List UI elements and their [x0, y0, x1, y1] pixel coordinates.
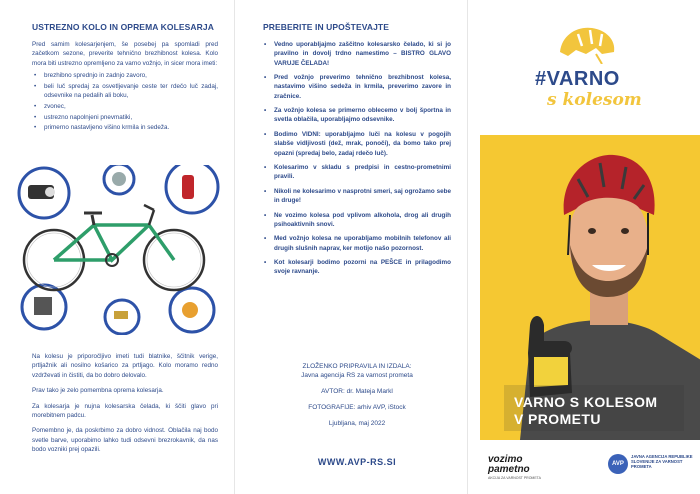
cover-footer	[468, 440, 700, 494]
panel-cover	[467, 0, 700, 494]
bell-icon	[104, 165, 134, 194]
list-item: • Nikoli ne kolesarimo v nasprotni smeri, saj ogrožamo sebe in druge!	[263, 187, 451, 206]
campaign-logo-line2: pametno	[488, 464, 530, 475]
pedal-reflector-icon	[105, 300, 139, 334]
list-item: • brezhibno sprednjo in zadnjo zavoro,	[32, 71, 218, 80]
cover-title-line1: VARNO S KOLESOM	[514, 394, 658, 410]
list-item: • Za vožnjo kolesa se primerno oblecemo v bolj športna in svetla oblačila, uporabljajmo odsevnike.	[263, 106, 451, 125]
equipment-intro: Pred samim kolesarjenjem, še posebej pa spomladi pred začetkom sezone, preverite tehnično brezhibnost kolesa. Kolo mora biti ustrezno opremljeno za varno vožnjo, in sicer mora imeti:	[32, 41, 218, 67]
list-item: • Kot kolesarji bodimo pozorni na PEŠCE in prilagodimo svoje ravnanje.	[263, 258, 451, 277]
rules-list	[263, 40, 451, 277]
bicycle-illustration	[14, 165, 224, 335]
credits	[262, 362, 452, 435]
list-item: • Kolesarimo v skladu s predpisi in cestno-prometnimi pravili.	[263, 163, 451, 182]
list-item: • beli luč spredaj za osvetljevanje ceste ter rdečo luč zadaj, odsevnike na pedalih ali boku,	[32, 82, 218, 100]
list-item: • Vedno uporabljajmo zaščitno kolesarsko čelado, ki si jo pravilno in dovolj trdno namestimo – BISTRO GLAVO VARUJE ČELADA!	[263, 40, 451, 68]
list-item: • Bodimo VIDNI: uporabljajmo luči na kolesu v pogojih slabše vidljivosti (dež, mrak, ponoči), da bomo tako prej opazni (spredaj belo, zadaj rdečo luč).	[263, 130, 451, 158]
wheel-detail-icon	[22, 285, 66, 329]
campaign-logo-sub: AKCIJA ZA VARNOST PROMETA	[488, 476, 541, 480]
list-item: • zvonec,	[32, 102, 218, 111]
brand-script: s kolesom	[547, 90, 642, 110]
lamp-icon	[19, 168, 69, 218]
brand-hashtag: #VARNO	[535, 68, 620, 90]
website-link[interactable]: WWW.AVP-RS.SI	[317, 457, 397, 467]
equipment-list	[32, 71, 218, 132]
rear-light-icon	[166, 165, 218, 213]
credits-line: Javna agencija RS za varnost prometa	[301, 372, 413, 379]
rear-reflector-icon	[170, 288, 214, 332]
note-paragraph: Za kolesarja je nujna kolesarska čelada, ki ščiti glavo pri morebitnem padcu.	[32, 402, 218, 420]
list-item: • primerno nastavljeno višino krmila in sedeža.	[32, 123, 218, 132]
equipment-notes	[32, 352, 218, 461]
rules-heading: PREBERITE IN UPOŠTEVAJTE	[263, 22, 389, 32]
credits-photo: FOTOGRAFIJE: arhiv AVP, iStock	[308, 404, 406, 411]
helmet-icon	[556, 24, 618, 64]
credits-line: ZLOŽENKO PRIPRAVILA IN IZDALA:	[302, 363, 412, 370]
note-paragraph: Prav tako je zelo pomembna oprema kolesarja.	[32, 387, 164, 395]
avp-logo-icon: AVP	[608, 454, 628, 474]
list-item: • Med vožnjo kolesa ne uporabljamo mobilnih telefonov ali drugih slušnih naprav, ker motijo našo pozornost.	[263, 234, 451, 253]
note-paragraph: Pomembno je, da poskrbimo za dobro vidnost. Oblačila naj bodo svetle barve, uporabimo lahko tudi odsevni brezrokavnik, da nas bodo vozniki prej opazili.	[32, 427, 218, 454]
note-paragraph: Na kolesu je priporočljivo imeti tudi blatnike, ščitnik verige, prtljažnik ali nosilno košarico za prtljago. Kolo moramo redno vzdrževati in čistiti, da bo dobro delovalo.	[32, 353, 218, 379]
list-item: • Ne vozimo kolesa pod vplivom alkohola, drog ali drugih psihoaktivnih snovi.	[263, 211, 451, 230]
credits-date: Ljubljana, maj 2022	[328, 420, 386, 427]
credits-author: AVTOR: dr. Mateja Markl	[321, 388, 393, 395]
equipment-heading: USTREZNO KOLO IN OPREMA KOLESARJA	[32, 22, 214, 32]
list-item: • Pred vožnjo preverimo tehnično brezhibnost kolesa, nastavimo višino sedeža in krmila, preverimo zavore in zračnice.	[263, 73, 451, 101]
brand-logo	[468, 0, 700, 135]
campaign-logo-line1: vozimo	[488, 454, 523, 465]
list-item: • ustrezno napolnjeni pnevmatiki,	[32, 113, 218, 122]
cover-title-line2: V PROMETU	[514, 411, 601, 427]
avp-logo-text: JAVNA AGENCIJA REPUBLIKE SLOVENIJE ZA VARNOST PROMETA	[631, 454, 693, 470]
cover-photo	[480, 135, 700, 440]
